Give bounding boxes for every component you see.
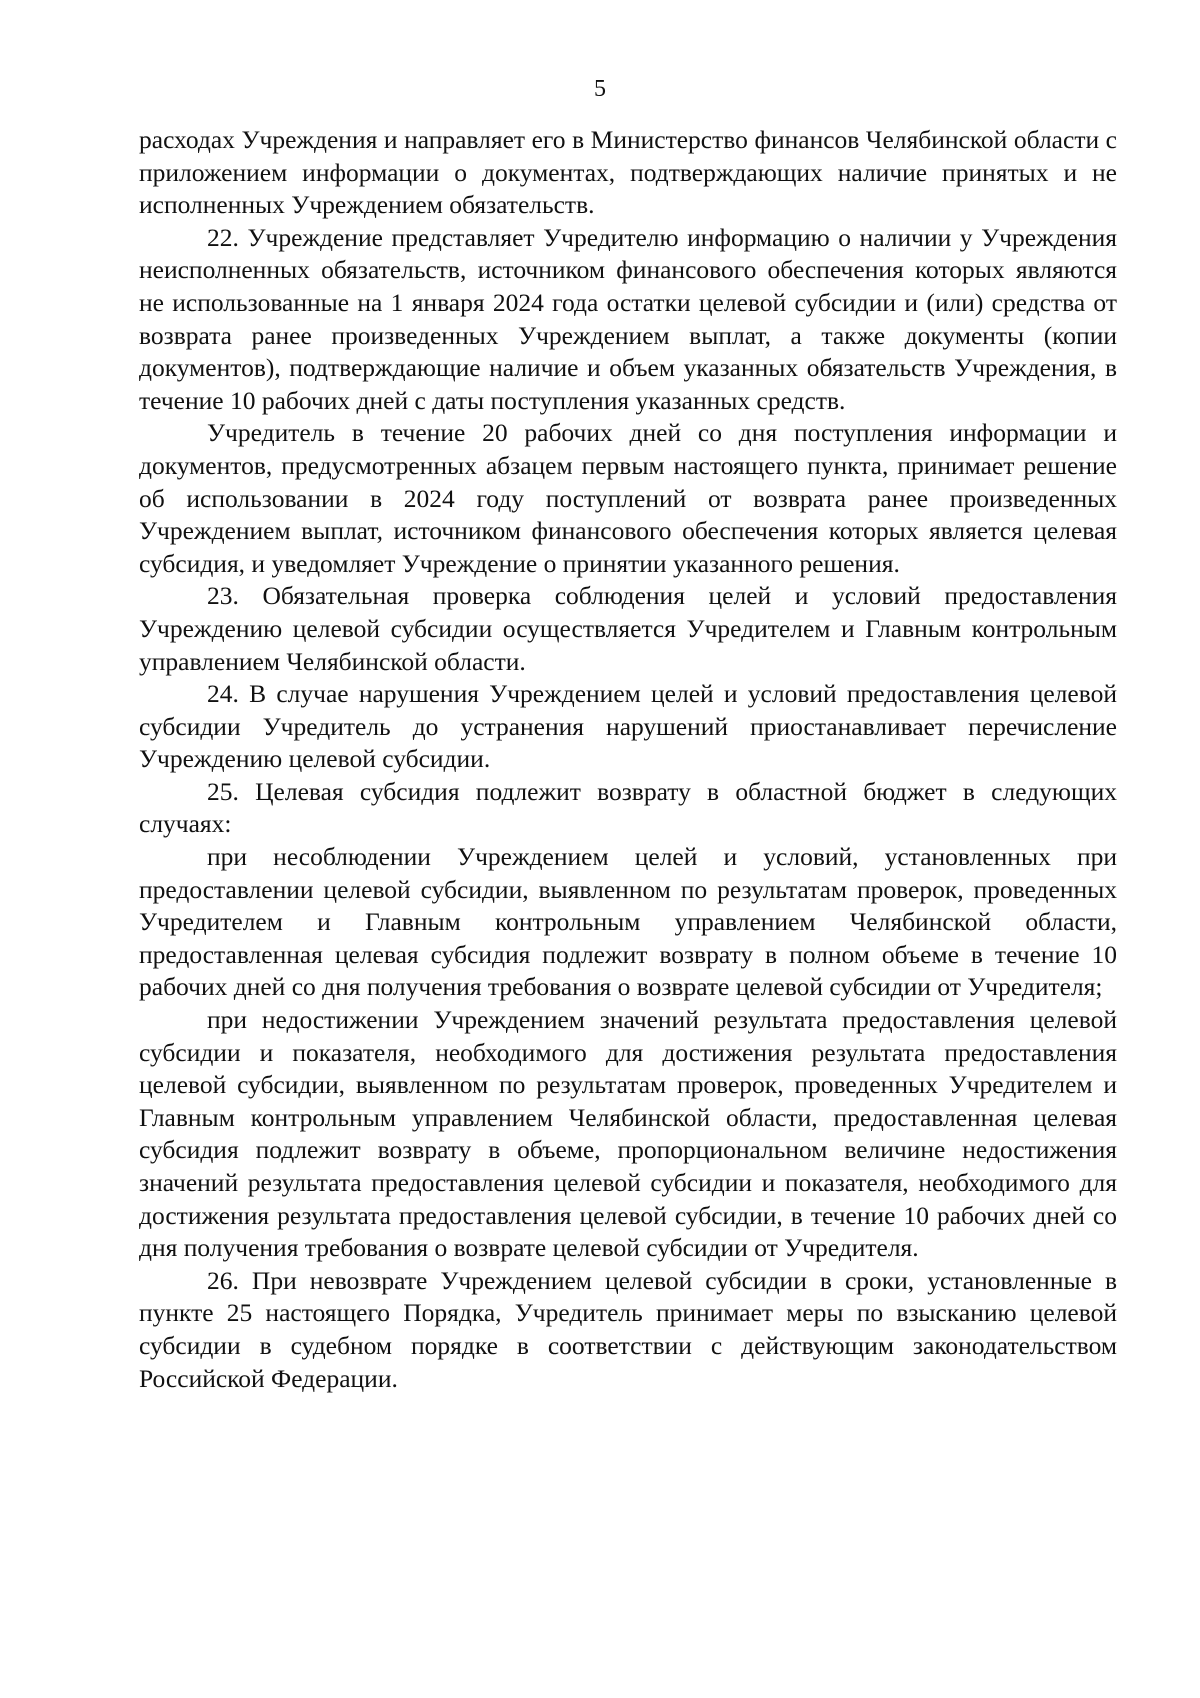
paragraph-item-24: 24. В случае нарушения Учреждением целей и условий предоставления целевой субсидии Учредитель до устранения нарушений приостанавливает перечисление Учреждению целевой субсидии.: [139, 679, 1117, 774]
page-number: 5: [594, 76, 606, 102]
paragraph-item-22-founder-decision: Учредитель в течение 20 рабочих дней со дня поступления информации и документов, предусмотренных абзацем первым настоящего пункта, принимает решение об использовании в 2024 году поступлений от возврата ранее произведенных Учреждением выплат, источником финансового обеспечения которых является целевая субсидия, и уведомляет Учреждение о принятии указанного решения.: [139, 418, 1117, 578]
paragraph-item-23: 23. Обязательная проверка соблюдения целей и условий предоставления Учреждению целевой субсидии осуществляется Учредителем и Главным контрольным управлением Челябинской области.: [139, 581, 1117, 676]
paragraph-item-25-case-noncompliance: при несоблюдении Учреждением целей и условий, установленных при предоставлении целевой субсидии, выявленном по результатам проверок, проведенных Учредителем и Главным контрольным управлением Челябинской области, предоставленная целевая субсидия подлежит возврату в полном объеме в течение 10 рабочих дней со дня получения требования о возврате целевой субсидии от Учредителя;: [139, 842, 1117, 1002]
paragraph-item-26: 26. При невозврате Учреждением целевой субсидии в сроки, установленные в пункте 25 настоящего Порядка, Учредитель принимает меры по взысканию целевой субсидии в судебном порядке в соответствии с действующим законодательством Российской Федерации.: [139, 1265, 1117, 1393]
paragraph-item-25: 25. Целевая субсидия подлежит возврату в областной бюджет в следующих случаях:: [139, 776, 1117, 839]
paragraph-continuation: расходах Учреждения и направляет его в Министерство финансов Челябинской области с приложением информации о документах, подтверждающих наличие принятых и не исполненных Учреждением обязательств.: [139, 125, 1117, 220]
document-body: [139, 124, 1117, 1395]
paragraph-item-25-case-nonachievement: при недостижении Учреждением значений результата предоставления целевой субсидии и показателя, необходимого для достижения результата предоставления целевой субсидии, выявленном по результатам проверок, проведенных Учредителем и Главным контрольным управлением Челябинской области, предоставленная целевая субсидия подлежит возврату в объеме, пропорциональном величине недостижения значений результата предоставления целевой субсидии и показателя, необходимого для достижения результата предоставления целевой субсидии, в течение 10 рабочих дней со дня получения требования о возврате целевой субсидии от Учредителя.: [139, 1005, 1117, 1263]
paragraph-item-22: 22. Учреждение представляет Учредителю информацию о наличии у Учреждения неисполненных обязательств, источником финансового обеспечения которых являются не использованные на 1 января 2024 года остатки целевой субсидии и (или) средства от возврата ранее произведенных Учреждением выплат, а также документы (копии документов), подтверждающие наличие и объем указанных обязательств Учреждения, в течение 10 рабочих дней с даты поступления указанных средств.: [139, 222, 1117, 415]
